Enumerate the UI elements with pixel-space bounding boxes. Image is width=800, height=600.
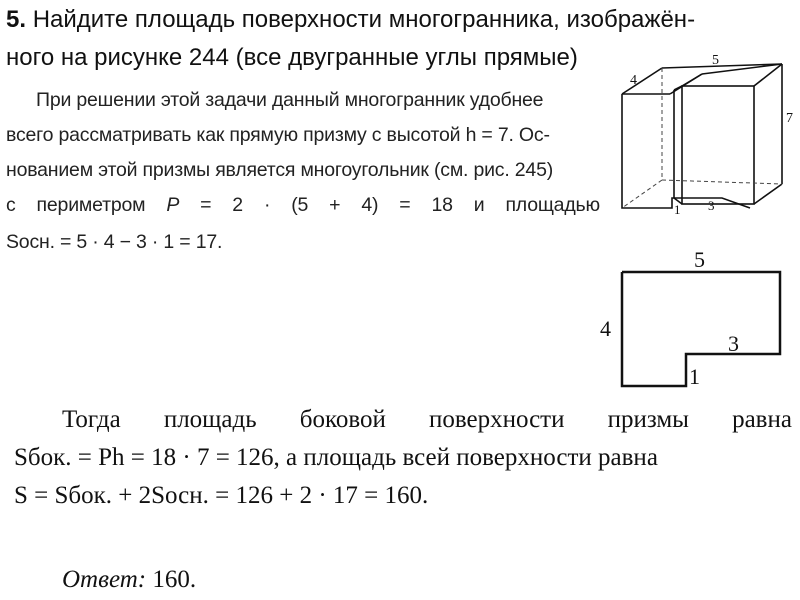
label-3d-bottom: 3 bbox=[708, 198, 715, 213]
concl-word: Тогда bbox=[62, 406, 121, 433]
sol-word: · bbox=[263, 194, 271, 216]
label-3d-small: 1 bbox=[674, 202, 681, 217]
problem-line-2: ного на рисунке 244 (все двугранные углы прямые) bbox=[6, 44, 578, 71]
answer-label: Ответ: bbox=[62, 566, 147, 593]
solution-line-2: всего рассматривать как прямую призму с высотой h = 7. Ос- bbox=[6, 124, 550, 146]
label-3d-top: 5 bbox=[712, 53, 719, 68]
base-polygon-outline bbox=[622, 272, 780, 386]
concl-word: призмы bbox=[607, 406, 689, 433]
solution-line-4 bbox=[6, 194, 600, 217]
sol-word: и bbox=[473, 194, 485, 216]
label-2d-top: 5 bbox=[694, 248, 705, 272]
conclusion-line-1 bbox=[62, 406, 792, 434]
sol-word: = bbox=[399, 194, 411, 216]
label-2d-step: 3 bbox=[728, 331, 739, 356]
sol-word: периметром bbox=[36, 194, 146, 216]
conclusion-line-3: S = Sбок. + 2Sосн. = 126 + 2 · 17 = 160. bbox=[14, 482, 429, 509]
sol-word: 18 bbox=[431, 194, 453, 216]
sol-word: + bbox=[329, 194, 341, 216]
concl-word: равна bbox=[732, 406, 792, 433]
solution-line-5: Sосн. = 5 · 4 − 3 · 1 = 17. bbox=[6, 231, 223, 253]
solution-line-1: При решении этой задачи данный многогранник удобнее bbox=[36, 89, 544, 111]
label-3d-left: 4 bbox=[630, 73, 637, 88]
sol-word: (5 bbox=[291, 194, 309, 216]
base-polygon-figure bbox=[598, 248, 798, 396]
concl-word: площадь bbox=[163, 406, 257, 433]
sol-word: с bbox=[6, 194, 16, 216]
sol-word: = bbox=[200, 194, 212, 216]
sol-word: площадью bbox=[505, 194, 600, 216]
sol-word: P bbox=[166, 194, 180, 216]
problem-number: 5. bbox=[6, 6, 27, 33]
concl-word: поверхности bbox=[428, 406, 565, 433]
sol-word: 2 bbox=[232, 194, 243, 216]
conclusion-line-2: Sбок. = Ph = 18 · 7 = 126, а площадь всей поверхности равна bbox=[14, 444, 658, 471]
answer-line bbox=[62, 566, 196, 594]
sol-word: 4) bbox=[361, 194, 379, 216]
concl-word: боковой bbox=[299, 406, 386, 433]
solution-line-3: нованием этой призмы является многоугольник (см. рис. 245) bbox=[6, 159, 554, 181]
problem-line-1 bbox=[6, 6, 695, 34]
label-3d-right: 7 bbox=[786, 111, 793, 126]
problem-text-1: Найдите площадь поверхности многогранника, изображён- bbox=[32, 6, 696, 33]
answer-value: 160. bbox=[152, 566, 197, 593]
label-2d-notch: 1 bbox=[689, 364, 700, 389]
label-2d-left: 4 bbox=[600, 316, 611, 341]
polyhedron-3d-figure bbox=[612, 50, 800, 218]
